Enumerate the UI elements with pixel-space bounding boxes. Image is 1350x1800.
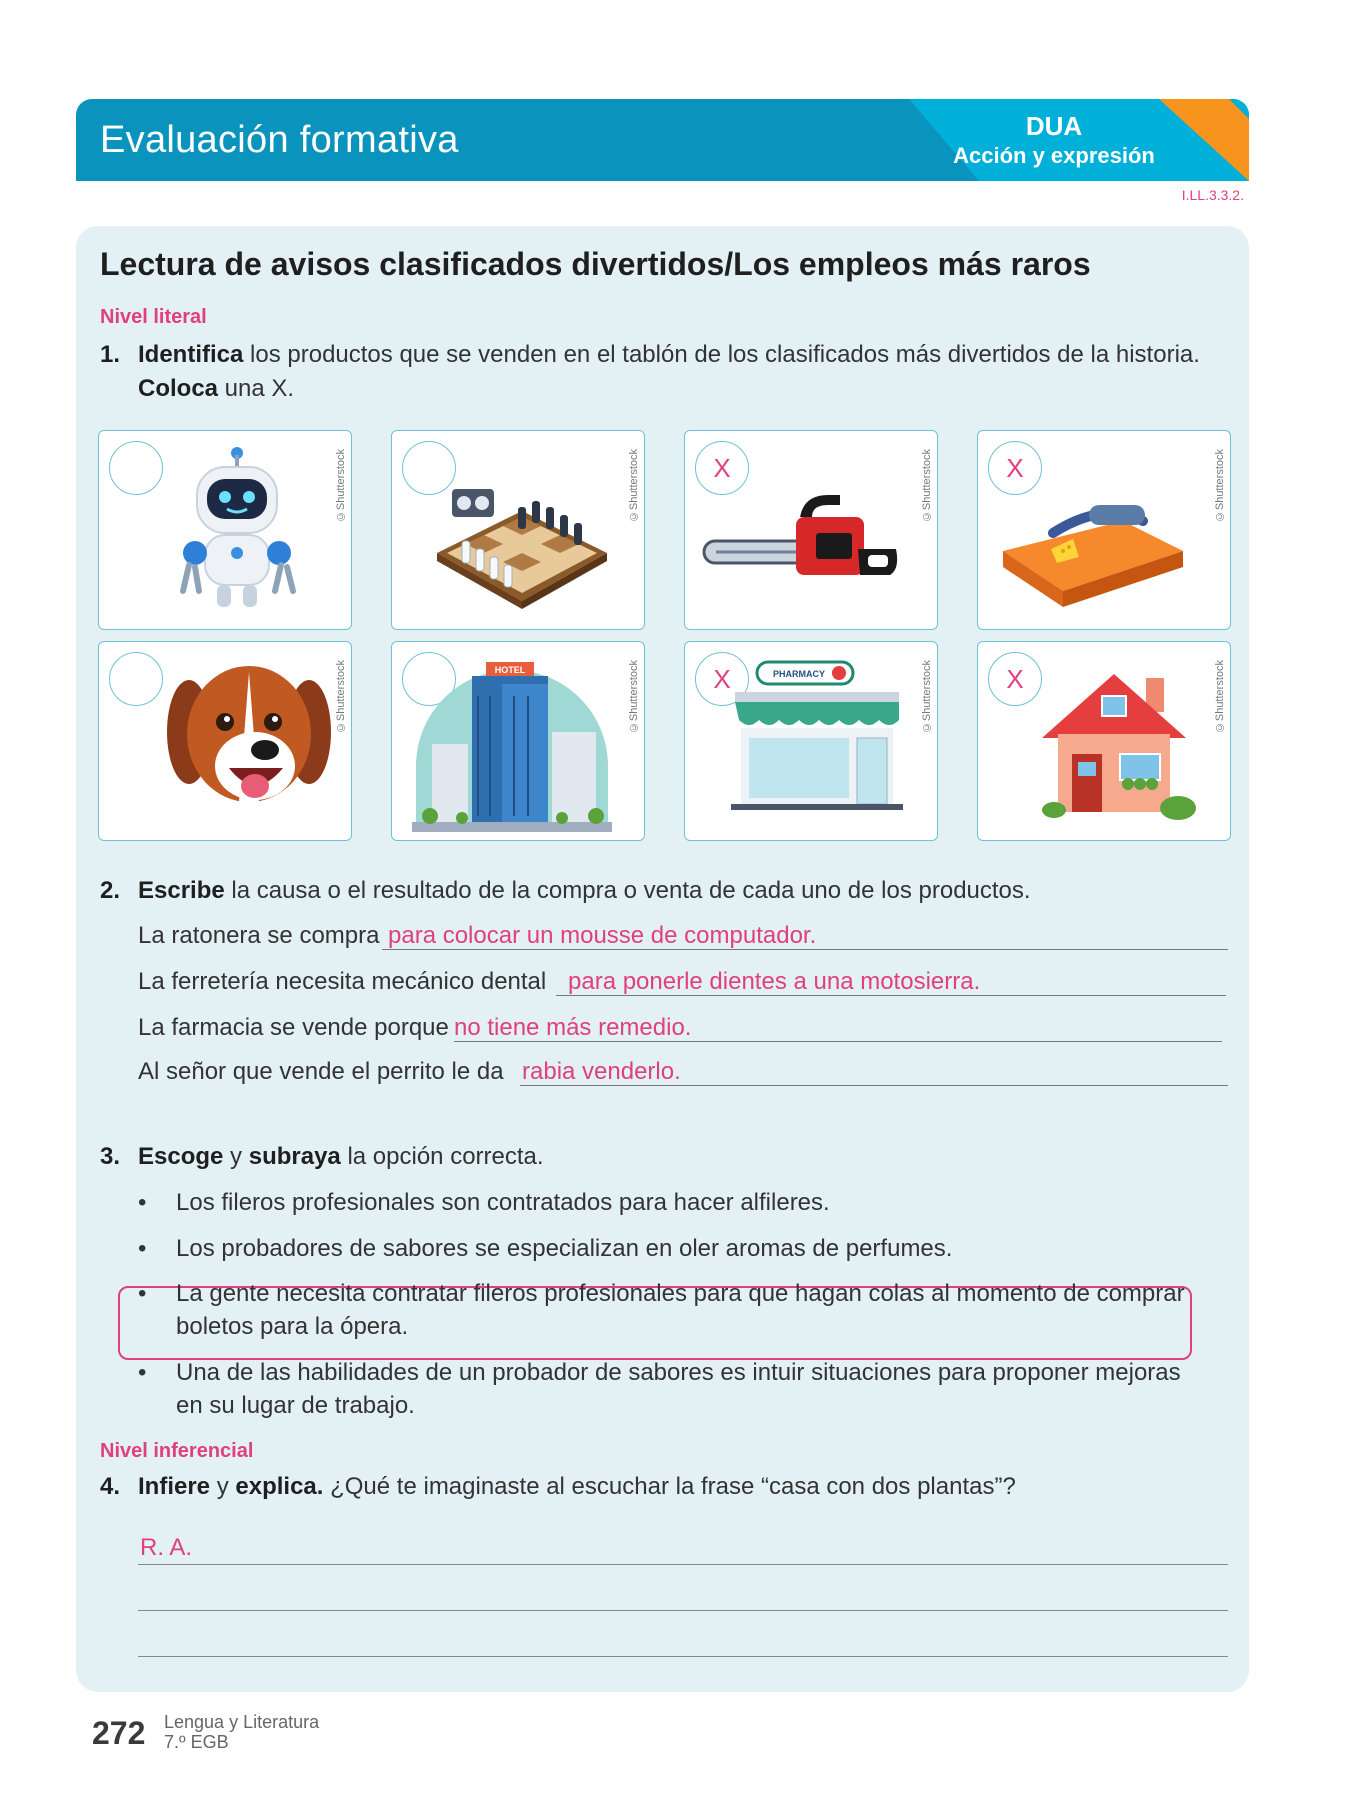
option-text: Una de las habilidades de un probador de sabores es intuir situaciones para proponer mejoras en su lugar de trabajo.: [176, 1359, 1181, 1419]
question-3: [100, 1140, 1220, 1174]
checkbox-circle[interactable]: [109, 652, 163, 706]
question-number: 4.: [100, 1473, 121, 1500]
card-mousetrap: [977, 430, 1231, 630]
image-credit: ©Shutterstock: [1214, 449, 1226, 523]
pharmacy-illustration: [725, 658, 925, 838]
answer-line-2[interactable]: [138, 1610, 1228, 1611]
question-number: 2.: [100, 877, 121, 904]
instruction: ¿Qué te imaginaste al escuchar la frase “casa con dos plantas”?: [323, 1473, 1016, 1500]
dog-illustration: [159, 652, 339, 832]
question-1: [100, 338, 1220, 406]
header-banner: [76, 99, 1249, 181]
bullet: •: [138, 1235, 147, 1262]
instruction: los productos que se venden en el tablón de los clasificados más divertidos de la historia.: [243, 341, 1200, 368]
checkbox-circle[interactable]: X: [988, 652, 1042, 706]
option-4[interactable]: [138, 1356, 1188, 1422]
card-robot: [98, 430, 352, 630]
fill-line-3: [138, 1008, 1222, 1048]
fill-line-2: [138, 962, 1226, 1002]
connector: y: [223, 1143, 249, 1170]
answer-line-1[interactable]: [138, 1564, 1228, 1565]
fill-prompt: La ferretería necesita mecánico dental: [138, 968, 547, 995]
option-text: Los fileros profesionales son contratados para hacer alfileres.: [176, 1189, 830, 1216]
grade-level: 7.º EGB: [164, 1732, 229, 1752]
chainsaw-illustration: [700, 441, 900, 621]
question-2: [100, 874, 1220, 908]
fill-prompt: La farmacia se vende porque: [138, 1014, 449, 1041]
image-credit: ©Shutterstock: [335, 660, 347, 734]
question-4: [100, 1470, 1220, 1504]
curriculum-code: I.LL.3.3.2.: [1181, 187, 1244, 203]
verb: Escoge: [138, 1143, 224, 1170]
instruction: la opción correcta.: [340, 1143, 544, 1170]
fill-prompt: La ratonera se compra: [138, 922, 380, 949]
image-credit: ©Shutterstock: [628, 660, 640, 734]
image-credit: ©Shutterstock: [1214, 660, 1226, 734]
fill-prompt: Al señor que vende el perrito le da: [138, 1058, 504, 1085]
pharmacy-sign: PHARMACY: [772, 669, 826, 679]
mousetrap-illustration: [993, 441, 1193, 621]
verb: explica.: [235, 1473, 324, 1500]
verb: subraya: [248, 1143, 341, 1170]
option-text: La gente necesita contratar fileros profesionales para que hagan colas al momento de comprar boletos para la ópera.: [176, 1280, 1185, 1340]
bullet: •: [138, 1359, 147, 1386]
answer-line-3[interactable]: [138, 1656, 1228, 1657]
checkbox-circle[interactable]: X: [988, 441, 1042, 495]
instruction: la causa o el resultado de la compra o venta de cada uno de los productos.: [224, 877, 1031, 904]
verb: Escribe: [138, 877, 225, 904]
answer-text: R. A.: [140, 1534, 193, 1561]
option-text: Los probadores de sabores se especializan en oler aromas de perfumes.: [176, 1235, 953, 1262]
image-credit: ©Shutterstock: [921, 660, 933, 734]
checkbox-circle[interactable]: [109, 441, 163, 495]
option-3[interactable]: [138, 1277, 1188, 1343]
image-credit: ©Shutterstock: [335, 449, 347, 523]
image-credit: ©Shutterstock: [628, 449, 640, 523]
verb: Identifica: [138, 341, 244, 368]
fill-answer: rabia venderlo.: [522, 1058, 681, 1085]
fill-answer: no tiene más remedio.: [454, 1014, 692, 1041]
fill-line-1: [138, 916, 1228, 956]
page-title: Evaluación formativa: [100, 119, 459, 161]
card-chainsaw: [684, 430, 938, 630]
card-house: [977, 641, 1231, 841]
bullet: •: [138, 1280, 147, 1307]
card-chess: [391, 430, 645, 630]
verb: Infiere: [138, 1473, 211, 1500]
fill-line-4: [138, 1052, 1228, 1092]
dua-subtitle: Acción y expresión: [953, 143, 1155, 168]
level-inferential-label: Nivel inferencial: [100, 1440, 254, 1462]
dua-title: DUA: [1025, 111, 1083, 141]
fill-answer: para ponerle dientes a una motosierra.: [568, 968, 981, 995]
bullet: •: [138, 1189, 147, 1216]
hotel-sign: HOTEL: [494, 665, 526, 675]
card-hotel: [391, 641, 645, 841]
option-2[interactable]: [138, 1232, 1188, 1265]
question-number: 1.: [100, 341, 121, 368]
activity-title: Lectura de avisos clasificados divertidos/Los empleos más raros: [100, 246, 1091, 282]
chess-board-illustration: [432, 441, 612, 621]
robot-illustration: [159, 441, 319, 621]
connector: y: [210, 1473, 236, 1500]
level-literal-label: Nivel literal: [100, 306, 207, 328]
card-dog: [98, 641, 352, 841]
dua-badge: [909, 99, 1249, 181]
option-1[interactable]: [138, 1186, 1188, 1219]
image-credit: ©Shutterstock: [921, 449, 933, 523]
verb: Coloca: [138, 375, 219, 402]
hotel-illustration: [402, 656, 622, 836]
subject-name: Lengua y Literatura: [164, 1712, 320, 1732]
activity-panel: [76, 226, 1249, 1692]
house-illustration: [1038, 658, 1238, 838]
instruction: una X.: [218, 375, 295, 402]
subject-info: [164, 1712, 319, 1752]
page-number: 272: [92, 1715, 146, 1751]
card-pharmacy: [684, 641, 938, 841]
checkbox-circle[interactable]: X: [695, 441, 749, 495]
checkbox-circle[interactable]: X: [695, 652, 749, 706]
question-number: 3.: [100, 1143, 121, 1170]
fill-answer: para colocar un mousse de computador.: [388, 922, 817, 949]
